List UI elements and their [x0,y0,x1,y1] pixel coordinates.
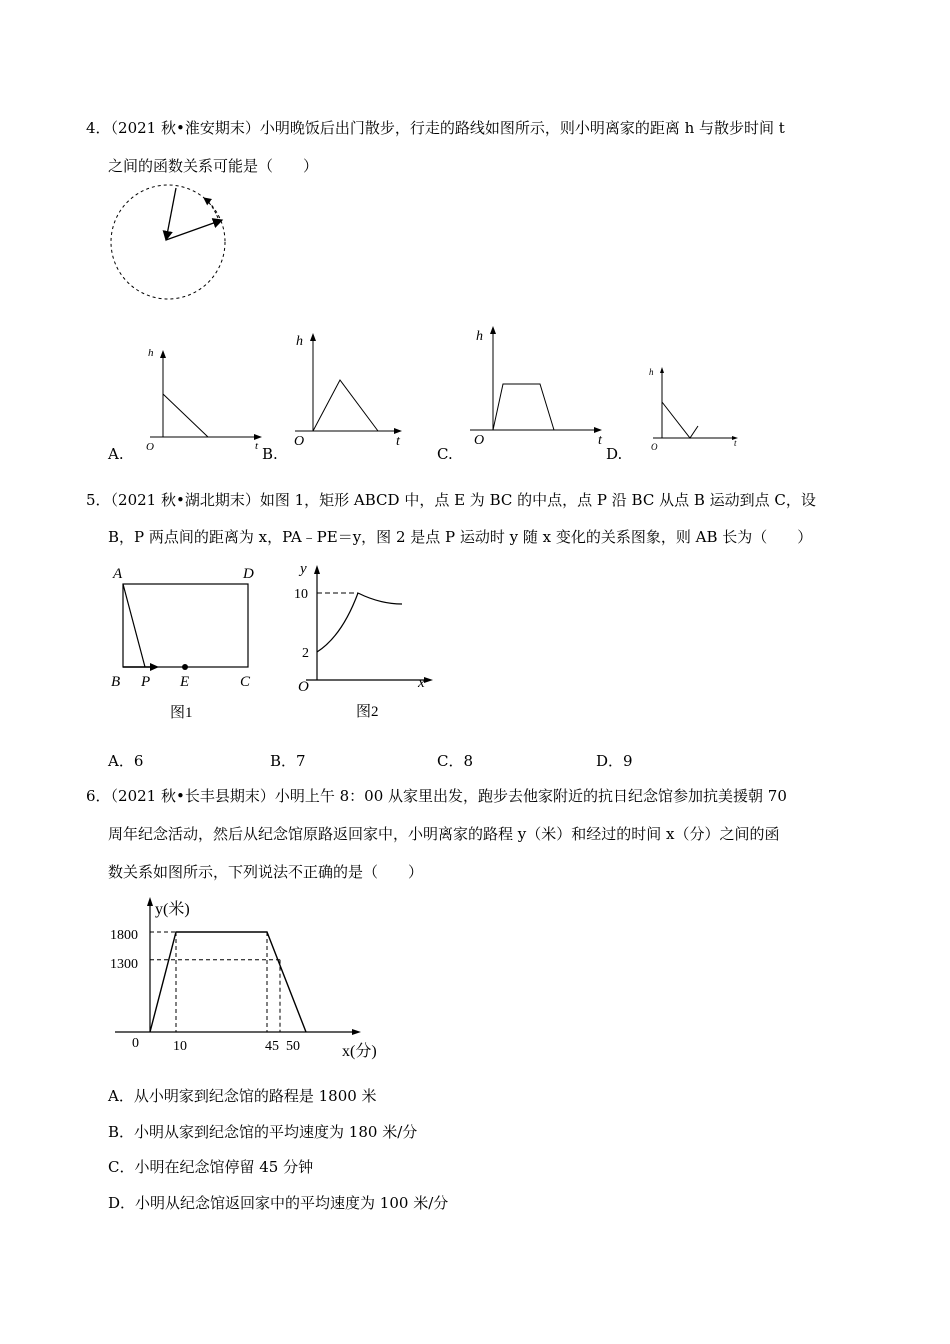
chart-origin: 0 [132,1036,139,1051]
label-d: D [243,566,254,582]
chart-ytick-1300: 1300 [110,957,138,972]
fig2-y: y [300,561,307,577]
q4-route-figure [100,180,240,310]
graph-b-h: h [296,334,303,349]
q6-option-d[interactable]: D．小明从纪念馆返回家中的平均速度为 100 米/分 [108,1194,449,1212]
label-p: P [141,674,151,690]
chart-xtick-50: 50 [286,1039,300,1054]
chart-ytick-1800: 1800 [110,928,138,943]
q6-option-a[interactable]: A．从小明家到纪念馆的路程是 1800 米 [108,1087,377,1105]
graph-c-h: h [476,329,483,344]
q6-text-line3: 数关系如图所示，下列说法不正确的是（ ） [108,863,424,881]
segment-pa [123,584,145,667]
q6-text-line2: 周年纪念活动，然后从纪念馆原路返回家中，小明离家的路程 y（米）和经过的时间 x（分）之间的函 [108,825,780,843]
q5-text-line2: B，P 两点间的距离为 x，PA﹣PE＝y，图 2 是点 P 运动时 y 随 x 变化的关系图象，则 AB 长为（ ） [108,528,813,546]
graph-d-t: t [734,438,737,448]
q4-option-c[interactable]: C. [437,445,453,463]
graph-b-o: O [294,434,305,449]
graph-c-o: O [474,433,485,448]
q6-text-line1: 6．（2021 秋•长丰县期末）小明上午 8：00 从家里出发，跑步去他家附近的抗日纪念馆参加抗美援朝 70 [86,787,787,805]
q5-option-a[interactable]: A．6 [108,752,144,770]
fig1-caption: 图1 [170,705,193,721]
chart-ylabel: y(米) [155,901,190,918]
q4-option-d[interactable]: D. [606,445,623,463]
fig2-x: x [418,675,425,691]
q4-text-line2: 之间的函数关系可能是（ ） [108,157,319,175]
point-e [182,664,188,670]
label-e: E [180,674,190,690]
q4-option-a[interactable]: A. [108,445,124,463]
q6-line-chart [100,890,400,1065]
q4-graph-b [290,325,415,450]
chart-xtick-45: 45 [265,1039,279,1054]
q4-text-line1: 4．（2021 秋•淮安期末）小明晚饭后出门散步，行走的路线如图所示，则小明离家的距离 h 与散步时间 t [86,119,785,137]
label-b: B [111,674,121,690]
route-arrow-1 [166,188,176,240]
graph-d-o: O [651,442,658,452]
q4-graph-c [470,320,615,450]
chart-series-line [150,932,306,1032]
fig2-o: O [298,679,309,695]
chart-xtick-10: 10 [173,1039,187,1054]
route-circle [111,185,225,299]
fig2-tick-10: 10 [294,587,308,602]
q6-option-b[interactable]: B．小明从家到纪念馆的平均速度为 180 米/分 [108,1123,418,1141]
q4-graph-d [645,360,745,460]
route-arrow-2 [166,220,222,240]
graph-a-o: O [146,441,154,453]
chart-y-arrow [147,897,153,906]
graph-a-t: t [255,440,259,452]
label-a: A [113,566,123,582]
fig2-caption: 图2 [356,704,379,720]
label-c: C [240,674,251,690]
curve-rising [317,593,358,652]
curve-falling [358,593,402,604]
q5-figure-2 [280,558,440,728]
q6-option-c[interactable]: C．小明在纪念馆停留 45 分钟 [108,1158,314,1176]
q4-graph-a [140,342,270,457]
fig2-tick-2: 2 [302,646,309,661]
q5-option-c[interactable]: C．8 [437,752,474,770]
q4-option-b[interactable]: B. [262,445,278,463]
q5-option-b[interactable]: B．7 [270,752,306,770]
q5-option-d[interactable]: D．9 [596,752,633,770]
graph-d-h: h [649,367,654,377]
graph-b-t: t [396,434,400,449]
chart-x-arrow [352,1029,361,1035]
q5-figure-1 [105,560,270,725]
chart-xlabel: x(分) [342,1043,377,1060]
graph-a-h: h [148,347,154,359]
route-arc-arrow [204,198,218,218]
graph-c-t: t [598,433,602,448]
q5-text-line1: 5．（2021 秋•湖北期末）如图 1，矩形 ABCD 中，点 E 为 BC 的中点，点 P 沿 BC 从点 B 运动到点 C，设 [86,491,816,509]
